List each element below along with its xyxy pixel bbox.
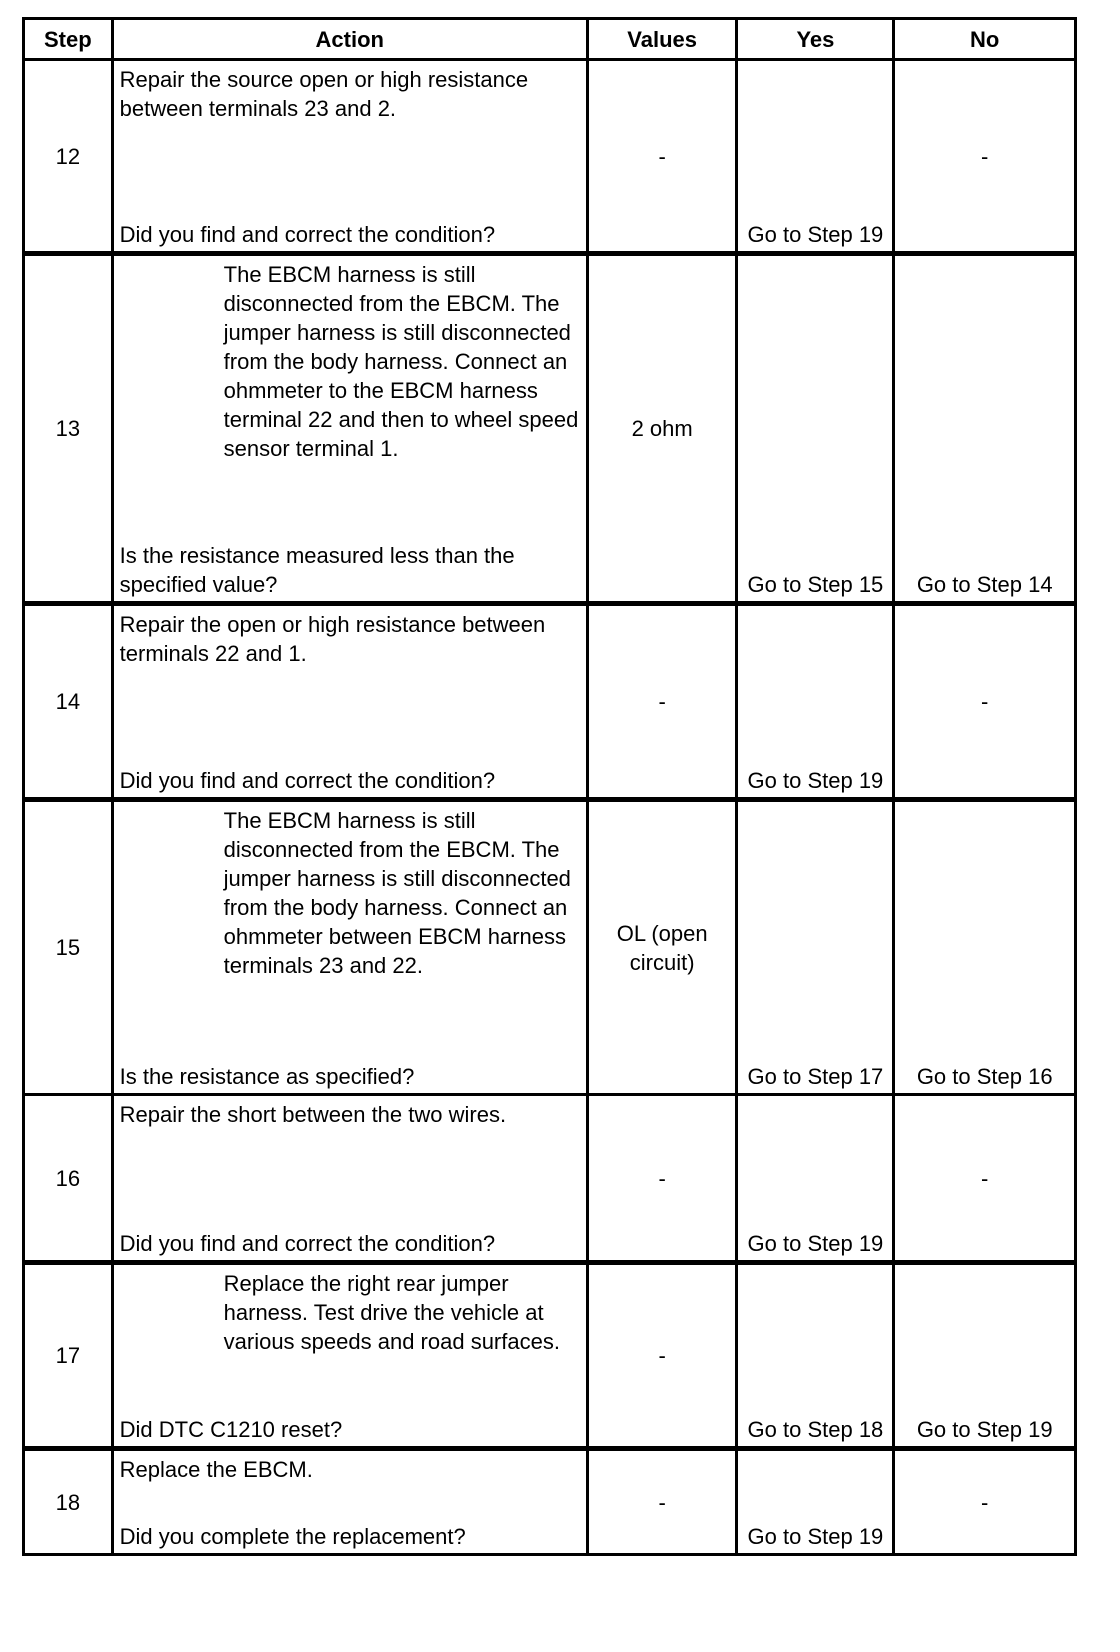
no-cell: - xyxy=(894,604,1076,800)
step-number: 16 xyxy=(24,1095,113,1263)
step-number: 15 xyxy=(24,800,113,1095)
yes-cell xyxy=(737,1095,894,1263)
action-text: Replace the right rear jumper harness. Test drive the vehicle at various speeds and road surfaces. xyxy=(223,1271,560,1354)
value-cell: - xyxy=(587,1095,737,1263)
action-cell xyxy=(112,60,587,254)
step-number: 18 xyxy=(24,1449,113,1555)
action-question: Is the resistance as specified? xyxy=(119,1064,415,1089)
value-cell: OL (open circuit) xyxy=(587,800,737,1095)
no-text: Go to Step 16 xyxy=(916,1064,1053,1089)
action-question: Did you complete the replacement? xyxy=(119,1524,466,1549)
action-question: Did you find and correct the condition? xyxy=(119,222,496,247)
action-cell xyxy=(112,1095,587,1263)
action-text: Repair the short between the two wires. xyxy=(119,1102,507,1127)
action-question: Did you find and correct the condition? xyxy=(119,1231,496,1256)
step-number: 17 xyxy=(24,1263,113,1449)
yes-text: Go to Step 18 xyxy=(747,1417,884,1442)
yes-cell xyxy=(737,1449,894,1555)
value-cell: - xyxy=(587,1449,737,1555)
header-values: Values xyxy=(587,19,737,60)
action-cell xyxy=(112,1263,587,1449)
table-row xyxy=(24,60,1076,254)
action-question: Is the resistance measured less than the specified value? xyxy=(119,543,515,597)
yes-cell xyxy=(737,254,894,604)
no-cell: - xyxy=(894,60,1076,254)
yes-text: Go to Step 19 xyxy=(747,768,884,793)
no-text: Go to Step 14 xyxy=(916,572,1053,597)
action-question: Did you find and correct the condition? xyxy=(119,768,496,793)
no-text: Go to Step 19 xyxy=(916,1417,1053,1442)
action-text: Repair the source open or high resistance between terminals 23 and 2. xyxy=(119,67,529,121)
yes-text: Go to Step 15 xyxy=(747,572,884,597)
yes-text: Go to Step 19 xyxy=(747,222,884,247)
yes-cell xyxy=(737,604,894,800)
action-cell xyxy=(112,1449,587,1555)
table-row xyxy=(24,1449,1076,1555)
yes-cell xyxy=(737,800,894,1095)
no-cell xyxy=(894,800,1076,1095)
header-row xyxy=(24,19,1076,60)
header-step: Step xyxy=(24,19,113,60)
value-cell: - xyxy=(587,1263,737,1449)
action-cell xyxy=(112,800,587,1095)
yes-cell xyxy=(737,60,894,254)
table-row xyxy=(24,604,1076,800)
action-cell xyxy=(112,254,587,604)
no-cell xyxy=(894,254,1076,604)
no-cell: - xyxy=(894,1449,1076,1555)
action-question: Did DTC C1210 reset? xyxy=(119,1417,343,1442)
step-number: 12 xyxy=(24,60,113,254)
action-cell xyxy=(112,604,587,800)
step-number: 14 xyxy=(24,604,113,800)
yes-text: Go to Step 19 xyxy=(747,1231,884,1256)
table-row xyxy=(24,254,1076,604)
action-text: Replace the EBCM. xyxy=(119,1457,313,1482)
yes-text: Go to Step 19 xyxy=(747,1524,884,1549)
no-cell: - xyxy=(894,1095,1076,1263)
action-text: The EBCM harness is still disconnected from the EBCM. The jumper harness is still disconnected from the body harness. Connect an ohmmeter to the EBCM harness terminal 22 and then to wheel speed sensor terminal 1. xyxy=(223,262,579,461)
step-number: 13 xyxy=(24,254,113,604)
no-cell xyxy=(894,1263,1076,1449)
table-row xyxy=(24,1095,1076,1263)
header-no: No xyxy=(894,19,1076,60)
action-text: The EBCM harness is still disconnected from the EBCM. The jumper harness is still disconnected from the body harness. Connect an ohmmeter between EBCM harness terminals 23 and 22. xyxy=(223,808,571,978)
diagnostic-table xyxy=(22,17,1077,1556)
yes-cell xyxy=(737,1263,894,1449)
table-row xyxy=(24,1263,1076,1449)
value-cell: - xyxy=(587,60,737,254)
yes-text: Go to Step 17 xyxy=(747,1064,884,1089)
table-row xyxy=(24,800,1076,1095)
action-text: Repair the open or high resistance between terminals 22 and 1. xyxy=(119,612,546,666)
value-cell: - xyxy=(587,604,737,800)
header-action: Action xyxy=(112,19,587,60)
value-cell: 2 ohm xyxy=(587,254,737,604)
header-yes: Yes xyxy=(737,19,894,60)
